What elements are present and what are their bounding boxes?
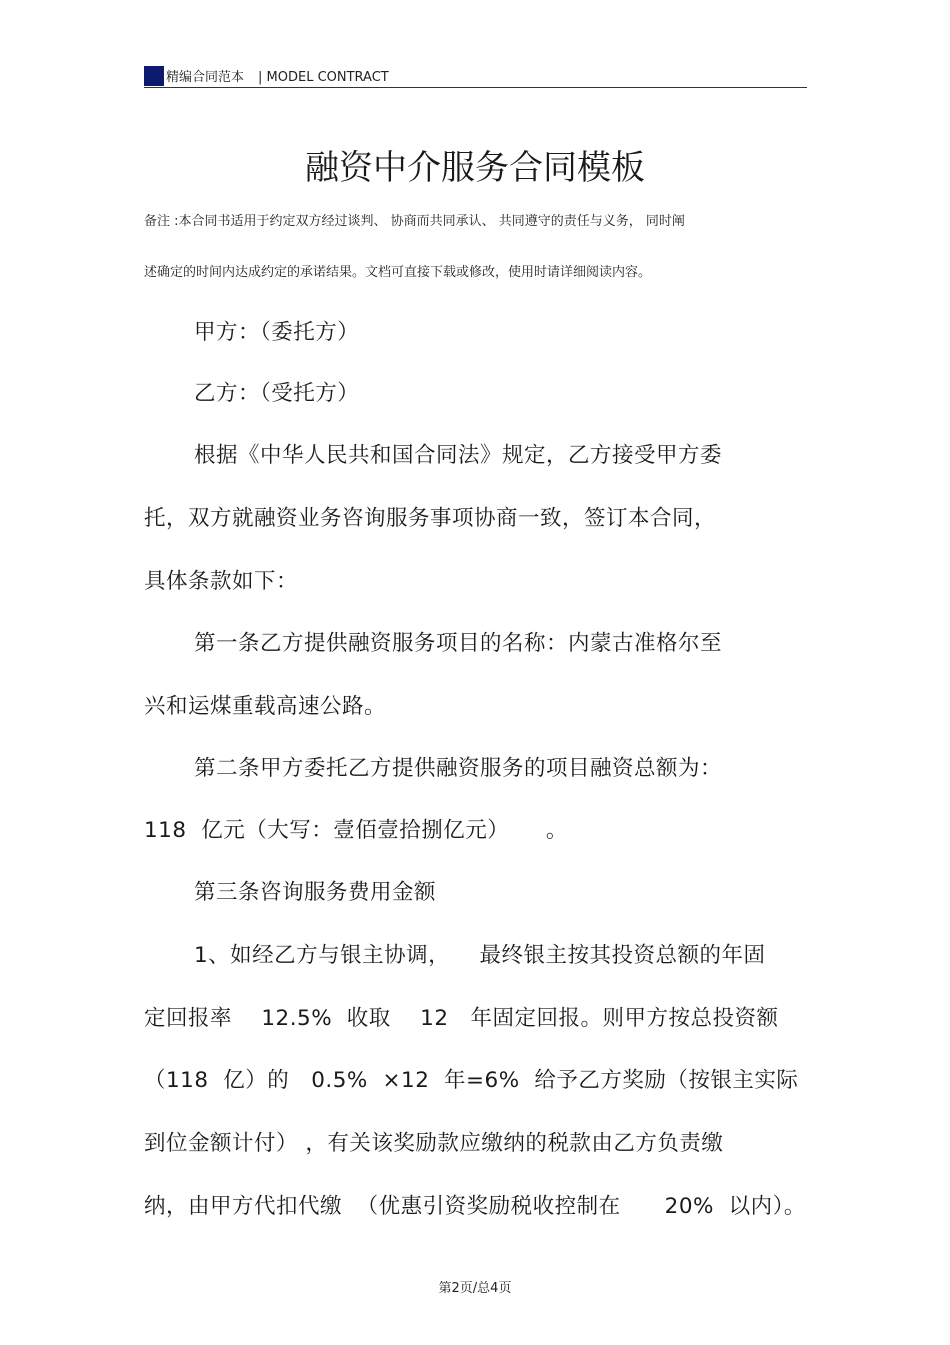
header-right-label: | MODEL CONTRACT [258, 70, 389, 85]
body-line: 托，双方就融资业务咨询服务事项协商一致，签订本合同， [144, 506, 717, 531]
header-text [166, 66, 389, 85]
body-line-article-1: 第一条乙方提供融资服务项目的名称：内蒙古准格尔至 [194, 631, 723, 656]
body-line-article-2: 第二条甲方委托乙方提供融资服务的项目融资总额为： [194, 756, 723, 781]
body-line: 纳，由甲方代扣代缴 （优惠引资奖励税收控制在 20% 以内）。 [144, 1194, 806, 1219]
note-line-2: 述确定的时间内达成约定的承诺结果。文档可直接下载或修改，使用时请详细阅读内容。 [144, 265, 652, 280]
body-line: 118 亿元（大写：壹佰壹拾捌亿元） 。 [144, 818, 568, 843]
note-line-1: 备注 :本合同书适用于约定双方经过谈判、 协商而共同承认、 共同遵守的责任与义务， 同时阐 [144, 214, 685, 229]
body-line: 兴和运煤重载高速公路。 [144, 694, 387, 719]
header-divider [144, 87, 807, 88]
body-line: （118 亿）的 0.5% ×12 年=6% 给予乙方奖励（按银主实际 [144, 1068, 799, 1093]
logo-square-icon [144, 66, 164, 86]
body-line-article-3: 第三条咨询服务费用金额 [194, 880, 437, 905]
body-line: 具体条款如下： [144, 569, 299, 594]
body-line-party-a: 甲方：（委托方） [194, 320, 360, 345]
page-header [144, 64, 807, 88]
body-line: 到位金额计付） ，有关该奖励款应缴纳的税款由乙方负责缴 [144, 1131, 724, 1156]
header-left-label: 精编合同范本 [166, 70, 245, 85]
body-line-party-b: 乙方：（受托方） [194, 381, 360, 406]
body-line: 根据《中华人民共和国合同法》规定，乙方接受甲方委 [194, 443, 723, 468]
page-number: 第2页/总4页 [438, 1281, 512, 1296]
body-line: 定回报率 12.5% 收取 12 年固定回报。则甲方按总投资额 [144, 1006, 779, 1031]
body-line: 1、如经乙方与银主协调， 最终银主按其投资总额的年固 [194, 943, 766, 968]
document-title: 融资中介服务合同模板 [305, 148, 645, 188]
